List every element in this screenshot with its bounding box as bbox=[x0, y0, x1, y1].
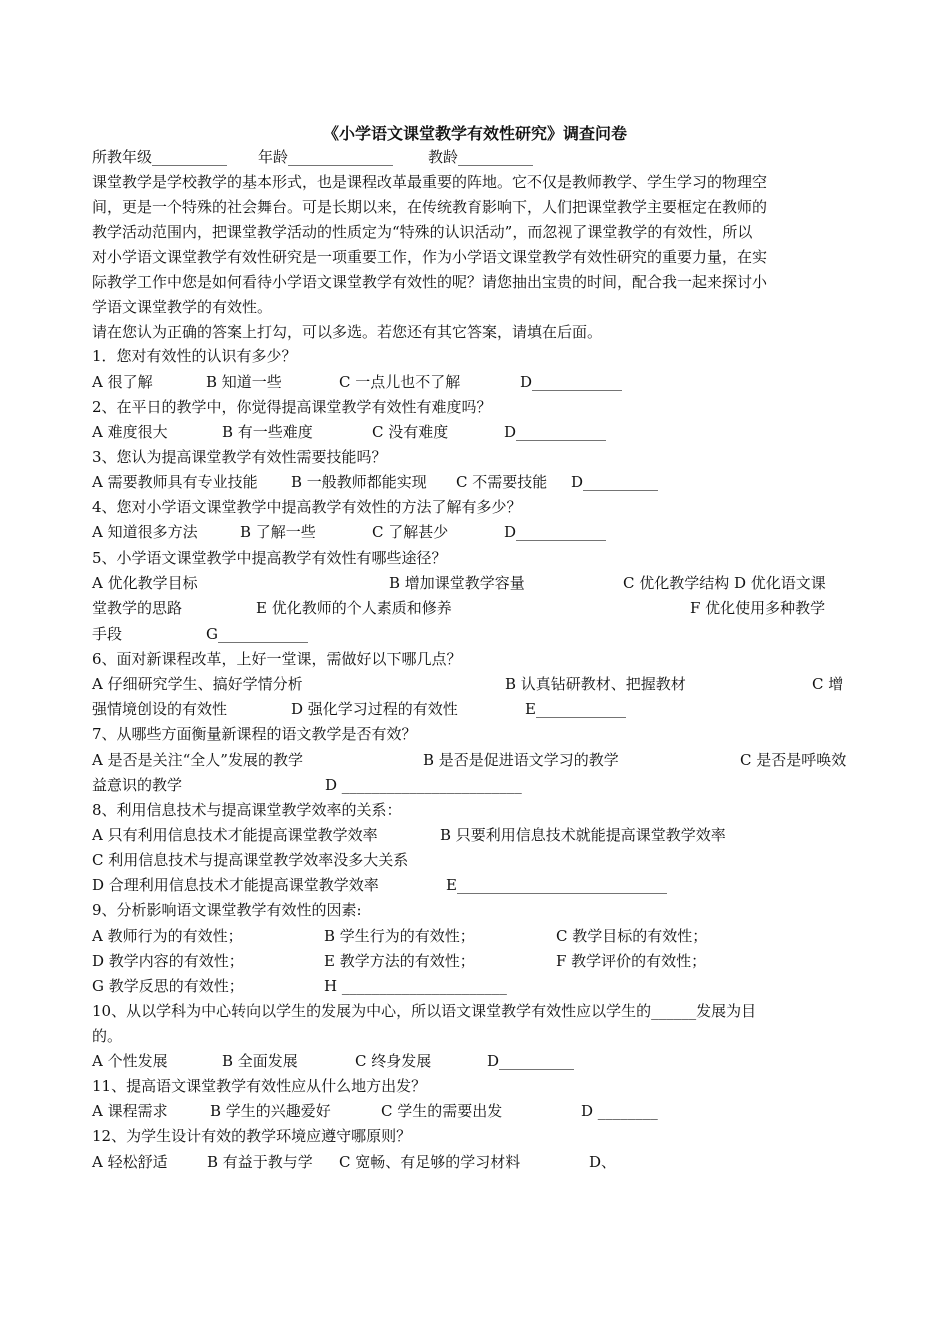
q3-option-b[interactable]: B 一般教师都能实现 bbox=[291, 473, 427, 491]
q12-option-b[interactable]: B 有益于教与学 bbox=[207, 1153, 313, 1171]
q10-option-d[interactable]: D__________ bbox=[487, 1052, 575, 1070]
grade-field: 所教年级__________ bbox=[92, 148, 228, 166]
q7-option-d[interactable]: D ________________________ bbox=[325, 776, 522, 794]
q11-option-a[interactable]: A 课程需求 bbox=[92, 1102, 168, 1120]
intro-line: 教学活动范围内，把课堂教学活动的性质定为“特殊的认识活动”，而忽视了课堂教学的有效性，所以 bbox=[92, 223, 753, 241]
q4-option-a[interactable]: A 知道很多方法 bbox=[92, 523, 198, 541]
question-11: 11、提高语文课堂教学有效性应从什么地方出发？ bbox=[92, 1077, 427, 1095]
q9-option-b[interactable]: B 学生行为的有效性； bbox=[324, 927, 475, 945]
question-2: 2、在平日的教学中，你觉得提高课堂教学有效性有难度吗？ bbox=[92, 398, 492, 416]
q6-option-d[interactable]: D 强化学习过程的有效性 bbox=[291, 700, 458, 718]
q6-option-e[interactable]: E____________ bbox=[525, 700, 626, 718]
question-7: 7、从哪些方面衡量新课程的语文教学是否有效？ bbox=[92, 725, 417, 743]
q5-option-b[interactable]: B 增加课堂教学容量 bbox=[389, 574, 525, 592]
q6-option-c[interactable]: C 增 bbox=[812, 675, 844, 693]
instruction: 请在您认为正确的答案上打勾，可以多选。若您还有其它答案，请填在后面。 bbox=[92, 323, 603, 341]
q4-option-d[interactable]: D____________ bbox=[504, 523, 607, 541]
teaching-years-field: 教龄__________ bbox=[428, 148, 534, 166]
q10-option-b[interactable]: B 全面发展 bbox=[222, 1052, 298, 1070]
q11-option-b[interactable]: B 学生的兴趣爱好 bbox=[210, 1102, 331, 1120]
q12-option-d[interactable]: D、 bbox=[589, 1153, 617, 1171]
q11-option-d[interactable]: D ________ bbox=[581, 1102, 658, 1120]
question-6: 6、面对新课程改革，上好一堂课，需做好以下哪几点？ bbox=[92, 650, 462, 668]
q8-option-a[interactable]: A 只有利用信息技术才能提高课堂教学效率 bbox=[92, 826, 378, 844]
q3-option-c[interactable]: C 不需要技能 bbox=[456, 473, 548, 491]
question-9: 9、分析影响语文课堂教学有效性的因素: bbox=[92, 901, 362, 919]
question-8: 8、利用信息技术与提高课堂教学效率的关系： bbox=[92, 801, 402, 819]
q5-option-f-cont: 手段 bbox=[92, 625, 123, 643]
q9-option-g[interactable]: G 教学反思的有效性； bbox=[92, 977, 244, 995]
q1-option-a[interactable]: A 很了解 bbox=[92, 373, 153, 391]
q1-option-d[interactable]: D____________ bbox=[520, 373, 623, 391]
q3-option-a[interactable]: A 需要教师具有专业技能 bbox=[92, 473, 258, 491]
q8-option-b[interactable]: B 只要利用信息技术就能提高课堂教学效率 bbox=[440, 826, 726, 844]
q3-option-d[interactable]: D__________ bbox=[571, 473, 659, 491]
q7-option-b[interactable]: B 是否是促进语文学习的教学 bbox=[423, 751, 619, 769]
q10-option-a[interactable]: A 个性发展 bbox=[92, 1052, 168, 1070]
q8-option-d[interactable]: D 合理利用信息技术才能提高课堂教学效率 bbox=[92, 876, 379, 894]
q5-option-f[interactable]: F 优化使用多种教学 bbox=[690, 599, 826, 617]
q9-option-d[interactable]: D 教学内容的有效性； bbox=[92, 952, 244, 970]
q2-option-b[interactable]: B 有一些难度 bbox=[222, 423, 313, 441]
q9-option-a[interactable]: A 教师行为的有效性； bbox=[92, 927, 243, 945]
intro-line: 间，更是一个特殊的社会舞台。可是长期以来，在传统教育影响下，人们把课堂教学主要框定在教师的 bbox=[92, 198, 768, 216]
q2-option-a[interactable]: A 难度很大 bbox=[92, 423, 168, 441]
q6-option-a[interactable]: A 仔细研究学生、搞好学情分析 bbox=[92, 675, 303, 693]
q6-option-b[interactable]: B 认真钻研教材、把握教材 bbox=[505, 675, 686, 693]
question-12: 12、为学生设计有效的教学环境应遵守哪原则？ bbox=[92, 1127, 412, 1145]
q5-option-e[interactable]: E 优化教师的个人素质和修养 bbox=[256, 599, 452, 617]
intro-line: 对小学语文课堂教学有效性研究是一项重要工作，作为小学语文课堂教学有效性研究的重要力量，在实 bbox=[92, 248, 768, 266]
intro-line: 课堂教学是学校教学的基本形式，也是课程改革最重要的阵地。它不仅是教师教学、学生学习的物理空 bbox=[92, 173, 768, 191]
question-10-cont: 的。 bbox=[92, 1027, 123, 1045]
q8-option-e[interactable]: E____________________________ bbox=[446, 876, 667, 894]
q5-option-c-d[interactable]: C 优化教学结构 D 优化语文课 bbox=[623, 574, 826, 592]
intro-line: 学语文课堂教学的有效性。 bbox=[92, 298, 273, 316]
question-5: 5、小学语文课堂教学中提高教学有效性有哪些途径？ bbox=[92, 549, 447, 567]
q6-option-c-cont: 强情境创设的有效性 bbox=[92, 700, 228, 718]
question-1: 1．您对有效性的认识有多少？ bbox=[92, 347, 297, 365]
q5-option-g[interactable]: G____________ bbox=[206, 625, 308, 643]
q12-option-c[interactable]: C 宽畅、有足够的学习材料 bbox=[339, 1153, 521, 1171]
q7-option-a[interactable]: A 是否是关注“全人”发展的教学 bbox=[92, 751, 303, 769]
q5-option-a[interactable]: A 优化教学目标 bbox=[92, 574, 198, 592]
q12-option-a[interactable]: A 轻松舒适 bbox=[92, 1153, 168, 1171]
q9-option-c[interactable]: C 教学目标的有效性； bbox=[556, 927, 708, 945]
q2-option-d[interactable]: D____________ bbox=[504, 423, 607, 441]
q4-option-c[interactable]: C 了解甚少 bbox=[372, 523, 449, 541]
age-field: 年龄______________ bbox=[258, 148, 394, 166]
intro-line: 际教学工作中您是如何看待小学语文课堂教学有效性的呢？请您抽出宝贵的时间，配合我一起来探讨小 bbox=[92, 273, 768, 291]
document-title: 《小学语文课堂教学有效性研究》调查问卷 bbox=[322, 124, 627, 143]
q8-option-c[interactable]: C 利用信息技术与提高课堂教学效率没多大关系 bbox=[92, 851, 409, 869]
q1-option-c[interactable]: C 一点儿也不了解 bbox=[339, 373, 461, 391]
q7-option-c[interactable]: C 是否是呼唤效 bbox=[740, 751, 847, 769]
q2-option-c[interactable]: C 没有难度 bbox=[372, 423, 449, 441]
question-3: 3、您认为提高课堂教学有效性需要技能吗？ bbox=[92, 448, 387, 466]
q10-option-c[interactable]: C 终身发展 bbox=[355, 1052, 432, 1070]
q7-option-c-cont: 益意识的教学 bbox=[92, 776, 183, 794]
q9-option-e[interactable]: E 教学方法的有效性； bbox=[324, 952, 475, 970]
q1-option-b[interactable]: B 知道一些 bbox=[206, 373, 282, 391]
q5-option-d-cont: 堂教学的思路 bbox=[92, 599, 183, 617]
q11-option-c[interactable]: C 学生的需要出发 bbox=[381, 1102, 503, 1120]
question-10: 10、从以学科为中心转向以学生的发展为中心，所以语文课堂教学有效性应以学生的______发展为目 bbox=[92, 1002, 757, 1020]
q9-option-f[interactable]: F 教学评价的有效性； bbox=[556, 952, 707, 970]
question-4: 4、您对小学语文课堂教学中提高教学有效性的方法了解有多少？ bbox=[92, 498, 522, 516]
q9-option-h[interactable]: H ______________________ bbox=[324, 977, 507, 995]
q4-option-b[interactable]: B 了解一些 bbox=[240, 523, 316, 541]
